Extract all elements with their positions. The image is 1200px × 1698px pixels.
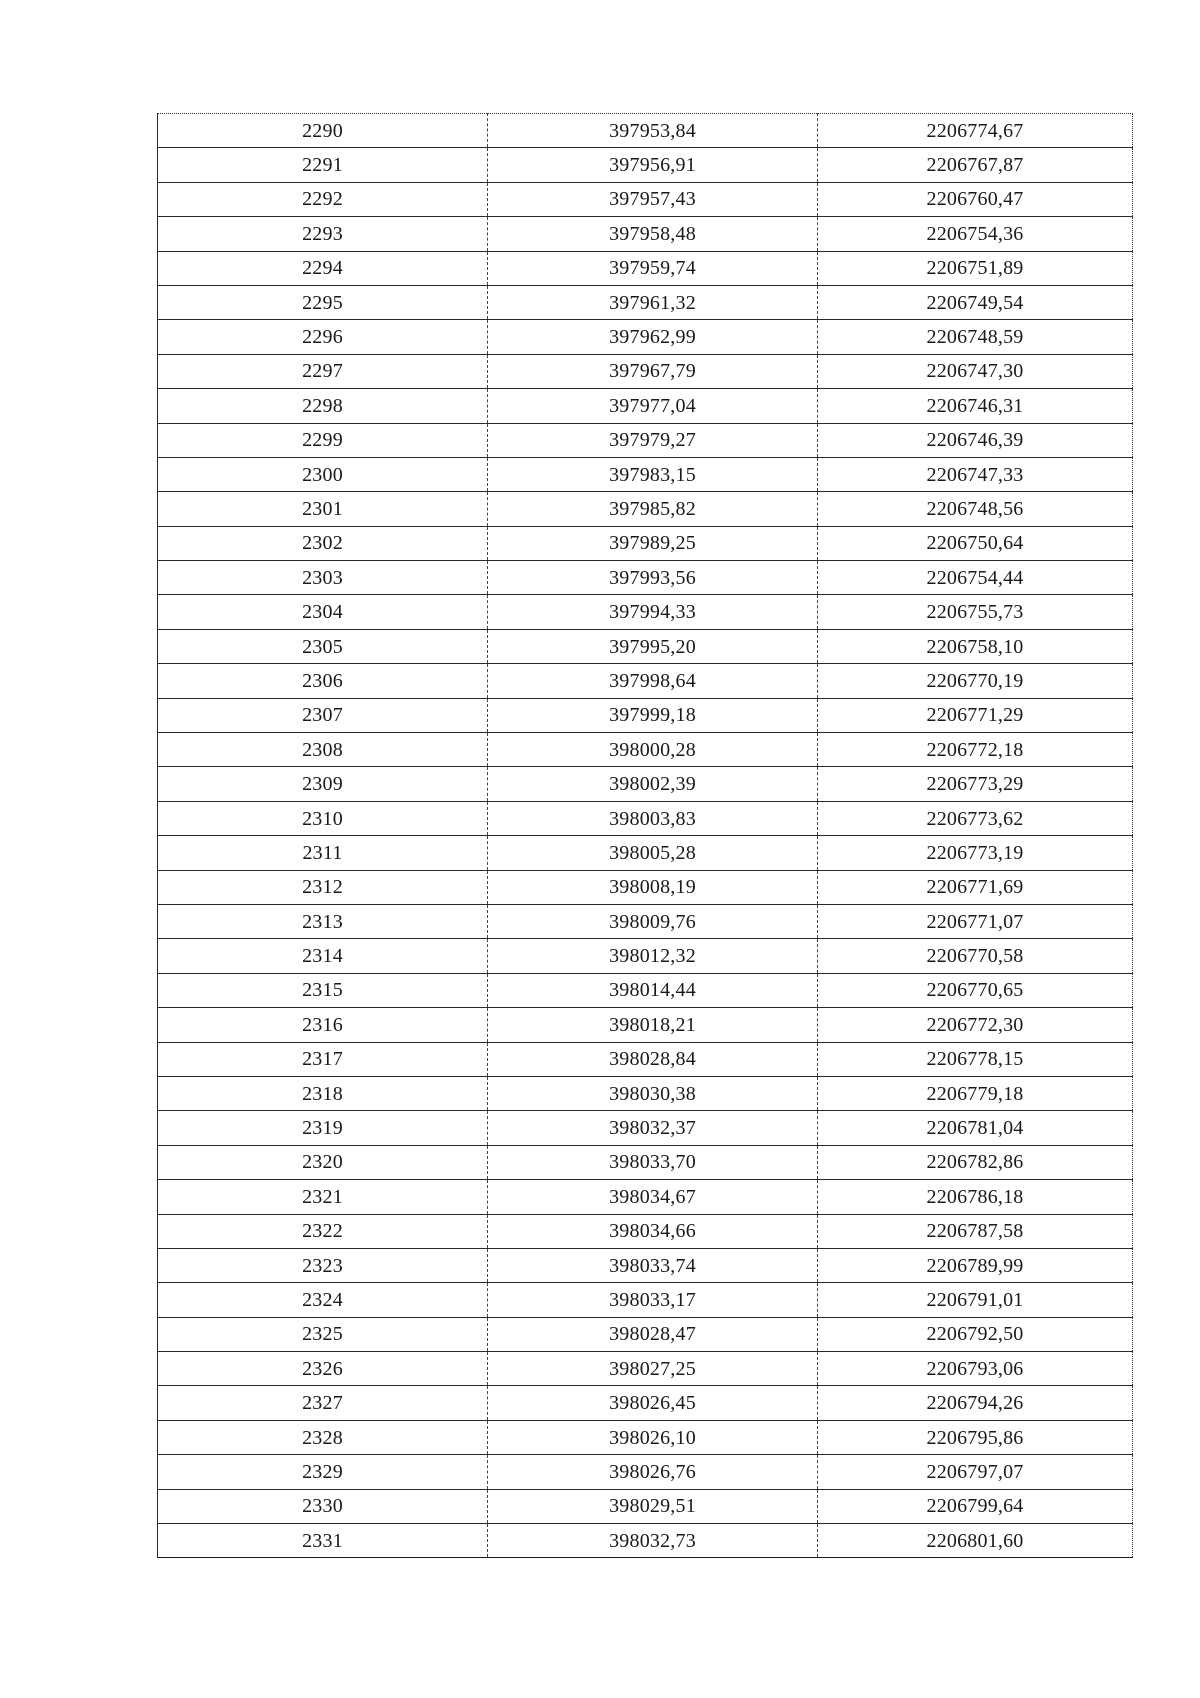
y-coordinate-cell: 2206778,15: [818, 1042, 1133, 1076]
y-coordinate-cell: 2206770,65: [818, 973, 1133, 1007]
x-coordinate-cell: 398008,19: [488, 870, 818, 904]
point-number-cell: 2297: [158, 354, 488, 388]
point-number-cell: 2307: [158, 698, 488, 732]
table-row: [158, 1145, 1133, 1179]
table-row: [158, 389, 1133, 423]
x-coordinate-cell: 398029,51: [488, 1489, 818, 1523]
y-coordinate-cell: 2206771,07: [818, 904, 1133, 938]
table-row: [158, 1180, 1133, 1214]
table-row: [158, 1248, 1133, 1282]
y-coordinate-cell: 2206773,19: [818, 836, 1133, 870]
table-row: [158, 114, 1133, 148]
y-coordinate-cell: 2206747,33: [818, 457, 1133, 491]
table-row: [158, 664, 1133, 698]
x-coordinate-cell: 398012,32: [488, 939, 818, 973]
x-coordinate-cell: 398034,66: [488, 1214, 818, 1248]
point-number-cell: 2311: [158, 836, 488, 870]
y-coordinate-cell: 2206755,73: [818, 595, 1133, 629]
point-number-cell: 2308: [158, 733, 488, 767]
table-row: [158, 182, 1133, 216]
point-number-cell: 2319: [158, 1111, 488, 1145]
x-coordinate-cell: 397979,27: [488, 423, 818, 457]
point-number-cell: 2328: [158, 1420, 488, 1454]
x-coordinate-cell: 398000,28: [488, 733, 818, 767]
x-coordinate-cell: 398014,44: [488, 973, 818, 1007]
table-row: [158, 561, 1133, 595]
table-row: [158, 767, 1133, 801]
table-row: [158, 698, 1133, 732]
table-row: [158, 1524, 1133, 1558]
x-coordinate-cell: 397953,84: [488, 114, 818, 148]
x-coordinate-cell: 398003,83: [488, 801, 818, 835]
y-coordinate-cell: 2206773,29: [818, 767, 1133, 801]
point-number-cell: 2309: [158, 767, 488, 801]
point-number-cell: 2304: [158, 595, 488, 629]
x-coordinate-cell: 397989,25: [488, 526, 818, 560]
x-coordinate-cell: 397999,18: [488, 698, 818, 732]
y-coordinate-cell: 2206791,01: [818, 1283, 1133, 1317]
table-row: [158, 973, 1133, 1007]
y-coordinate-cell: 2206795,86: [818, 1420, 1133, 1454]
point-number-cell: 2314: [158, 939, 488, 973]
x-coordinate-cell: 398018,21: [488, 1008, 818, 1042]
x-coordinate-cell: 397962,99: [488, 320, 818, 354]
y-coordinate-cell: 2206750,64: [818, 526, 1133, 560]
table-row: [158, 217, 1133, 251]
x-coordinate-cell: 398032,37: [488, 1111, 818, 1145]
y-coordinate-cell: 2206747,30: [818, 354, 1133, 388]
table-row: [158, 1420, 1133, 1454]
table-row: [158, 1489, 1133, 1523]
point-number-cell: 2317: [158, 1042, 488, 1076]
x-coordinate-cell: 397994,33: [488, 595, 818, 629]
x-coordinate-cell: 398032,73: [488, 1524, 818, 1558]
point-number-cell: 2294: [158, 251, 488, 285]
point-number-cell: 2300: [158, 457, 488, 491]
point-number-cell: 2301: [158, 492, 488, 526]
y-coordinate-cell: 2206797,07: [818, 1455, 1133, 1489]
table-row: [158, 285, 1133, 319]
y-coordinate-cell: 2206770,58: [818, 939, 1133, 973]
y-coordinate-cell: 2206751,89: [818, 251, 1133, 285]
point-number-cell: 2292: [158, 182, 488, 216]
table-row: [158, 1283, 1133, 1317]
x-coordinate-cell: 398027,25: [488, 1352, 818, 1386]
point-number-cell: 2330: [158, 1489, 488, 1523]
y-coordinate-cell: 2206779,18: [818, 1076, 1133, 1110]
y-coordinate-cell: 2206793,06: [818, 1352, 1133, 1386]
x-coordinate-cell: 397993,56: [488, 561, 818, 595]
point-number-cell: 2329: [158, 1455, 488, 1489]
y-coordinate-cell: 2206758,10: [818, 629, 1133, 663]
y-coordinate-cell: 2206772,18: [818, 733, 1133, 767]
point-number-cell: 2291: [158, 148, 488, 182]
y-coordinate-cell: 2206772,30: [818, 1008, 1133, 1042]
x-coordinate-cell: 397959,74: [488, 251, 818, 285]
point-number-cell: 2305: [158, 629, 488, 663]
x-coordinate-cell: 398034,67: [488, 1180, 818, 1214]
point-number-cell: 2327: [158, 1386, 488, 1420]
x-coordinate-cell: 397961,32: [488, 285, 818, 319]
point-number-cell: 2293: [158, 217, 488, 251]
table-row: [158, 904, 1133, 938]
x-coordinate-cell: 397957,43: [488, 182, 818, 216]
table-row: [158, 629, 1133, 663]
y-coordinate-cell: 2206754,36: [818, 217, 1133, 251]
x-coordinate-cell: 398009,76: [488, 904, 818, 938]
table-row: [158, 423, 1133, 457]
y-coordinate-cell: 2206771,69: [818, 870, 1133, 904]
x-coordinate-cell: 397998,64: [488, 664, 818, 698]
table-row: [158, 1455, 1133, 1489]
table-row: [158, 526, 1133, 560]
y-coordinate-cell: 2206786,18: [818, 1180, 1133, 1214]
y-coordinate-cell: 2206781,04: [818, 1111, 1133, 1145]
table-row: [158, 1317, 1133, 1351]
x-coordinate-cell: 397995,20: [488, 629, 818, 663]
x-coordinate-cell: 398028,47: [488, 1317, 818, 1351]
x-coordinate-cell: 398026,10: [488, 1420, 818, 1454]
table-row: [158, 492, 1133, 526]
point-number-cell: 2318: [158, 1076, 488, 1110]
table-row: [158, 733, 1133, 767]
x-coordinate-cell: 397967,79: [488, 354, 818, 388]
y-coordinate-cell: 2206787,58: [818, 1214, 1133, 1248]
point-number-cell: 2298: [158, 389, 488, 423]
coordinates-table-body: [158, 114, 1133, 1558]
table-row: [158, 836, 1133, 870]
y-coordinate-cell: 2206767,87: [818, 148, 1133, 182]
point-number-cell: 2331: [158, 1524, 488, 1558]
y-coordinate-cell: 2206749,54: [818, 285, 1133, 319]
x-coordinate-cell: 398026,76: [488, 1455, 818, 1489]
table-row: [158, 1076, 1133, 1110]
x-coordinate-cell: 398030,38: [488, 1076, 818, 1110]
point-number-cell: 2313: [158, 904, 488, 938]
table-row: [158, 354, 1133, 388]
table-row: [158, 939, 1133, 973]
y-coordinate-cell: 2206754,44: [818, 561, 1133, 595]
point-number-cell: 2315: [158, 973, 488, 1007]
table-row: [158, 595, 1133, 629]
table-row: [158, 1042, 1133, 1076]
table-row: [158, 870, 1133, 904]
coordinates-table: [157, 113, 1133, 1558]
x-coordinate-cell: 397977,04: [488, 389, 818, 423]
point-number-cell: 2296: [158, 320, 488, 354]
x-coordinate-cell: 398028,84: [488, 1042, 818, 1076]
x-coordinate-cell: 398026,45: [488, 1386, 818, 1420]
y-coordinate-cell: 2206789,99: [818, 1248, 1133, 1282]
x-coordinate-cell: 398033,74: [488, 1248, 818, 1282]
y-coordinate-cell: 2206771,29: [818, 698, 1133, 732]
point-number-cell: 2290: [158, 114, 488, 148]
point-number-cell: 2302: [158, 526, 488, 560]
y-coordinate-cell: 2206748,56: [818, 492, 1133, 526]
point-number-cell: 2321: [158, 1180, 488, 1214]
point-number-cell: 2323: [158, 1248, 488, 1282]
x-coordinate-cell: 398033,17: [488, 1283, 818, 1317]
table-row: [158, 1008, 1133, 1042]
point-number-cell: 2322: [158, 1214, 488, 1248]
x-coordinate-cell: 397983,15: [488, 457, 818, 491]
y-coordinate-cell: 2206799,64: [818, 1489, 1133, 1523]
table-row: [158, 251, 1133, 285]
point-number-cell: 2312: [158, 870, 488, 904]
x-coordinate-cell: 398002,39: [488, 767, 818, 801]
y-coordinate-cell: 2206760,47: [818, 182, 1133, 216]
point-number-cell: 2303: [158, 561, 488, 595]
x-coordinate-cell: 398005,28: [488, 836, 818, 870]
table-row: [158, 1111, 1133, 1145]
point-number-cell: 2325: [158, 1317, 488, 1351]
table-row: [158, 320, 1133, 354]
table-row: [158, 148, 1133, 182]
point-number-cell: 2320: [158, 1145, 488, 1179]
point-number-cell: 2326: [158, 1352, 488, 1386]
table-row: [158, 1386, 1133, 1420]
y-coordinate-cell: 2206782,86: [818, 1145, 1133, 1179]
x-coordinate-cell: 397956,91: [488, 148, 818, 182]
table-row: [158, 1214, 1133, 1248]
point-number-cell: 2299: [158, 423, 488, 457]
y-coordinate-cell: 2206746,39: [818, 423, 1133, 457]
y-coordinate-cell: 2206770,19: [818, 664, 1133, 698]
y-coordinate-cell: 2206773,62: [818, 801, 1133, 835]
point-number-cell: 2295: [158, 285, 488, 319]
point-number-cell: 2306: [158, 664, 488, 698]
y-coordinate-cell: 2206794,26: [818, 1386, 1133, 1420]
y-coordinate-cell: 2206774,67: [818, 114, 1133, 148]
x-coordinate-cell: 397985,82: [488, 492, 818, 526]
table-row: [158, 1352, 1133, 1386]
y-coordinate-cell: 2206792,50: [818, 1317, 1133, 1351]
x-coordinate-cell: 397958,48: [488, 217, 818, 251]
y-coordinate-cell: 2206748,59: [818, 320, 1133, 354]
x-coordinate-cell: 398033,70: [488, 1145, 818, 1179]
table-row: [158, 801, 1133, 835]
y-coordinate-cell: 2206801,60: [818, 1524, 1133, 1558]
point-number-cell: 2324: [158, 1283, 488, 1317]
point-number-cell: 2316: [158, 1008, 488, 1042]
point-number-cell: 2310: [158, 801, 488, 835]
y-coordinate-cell: 2206746,31: [818, 389, 1133, 423]
table-row: [158, 457, 1133, 491]
